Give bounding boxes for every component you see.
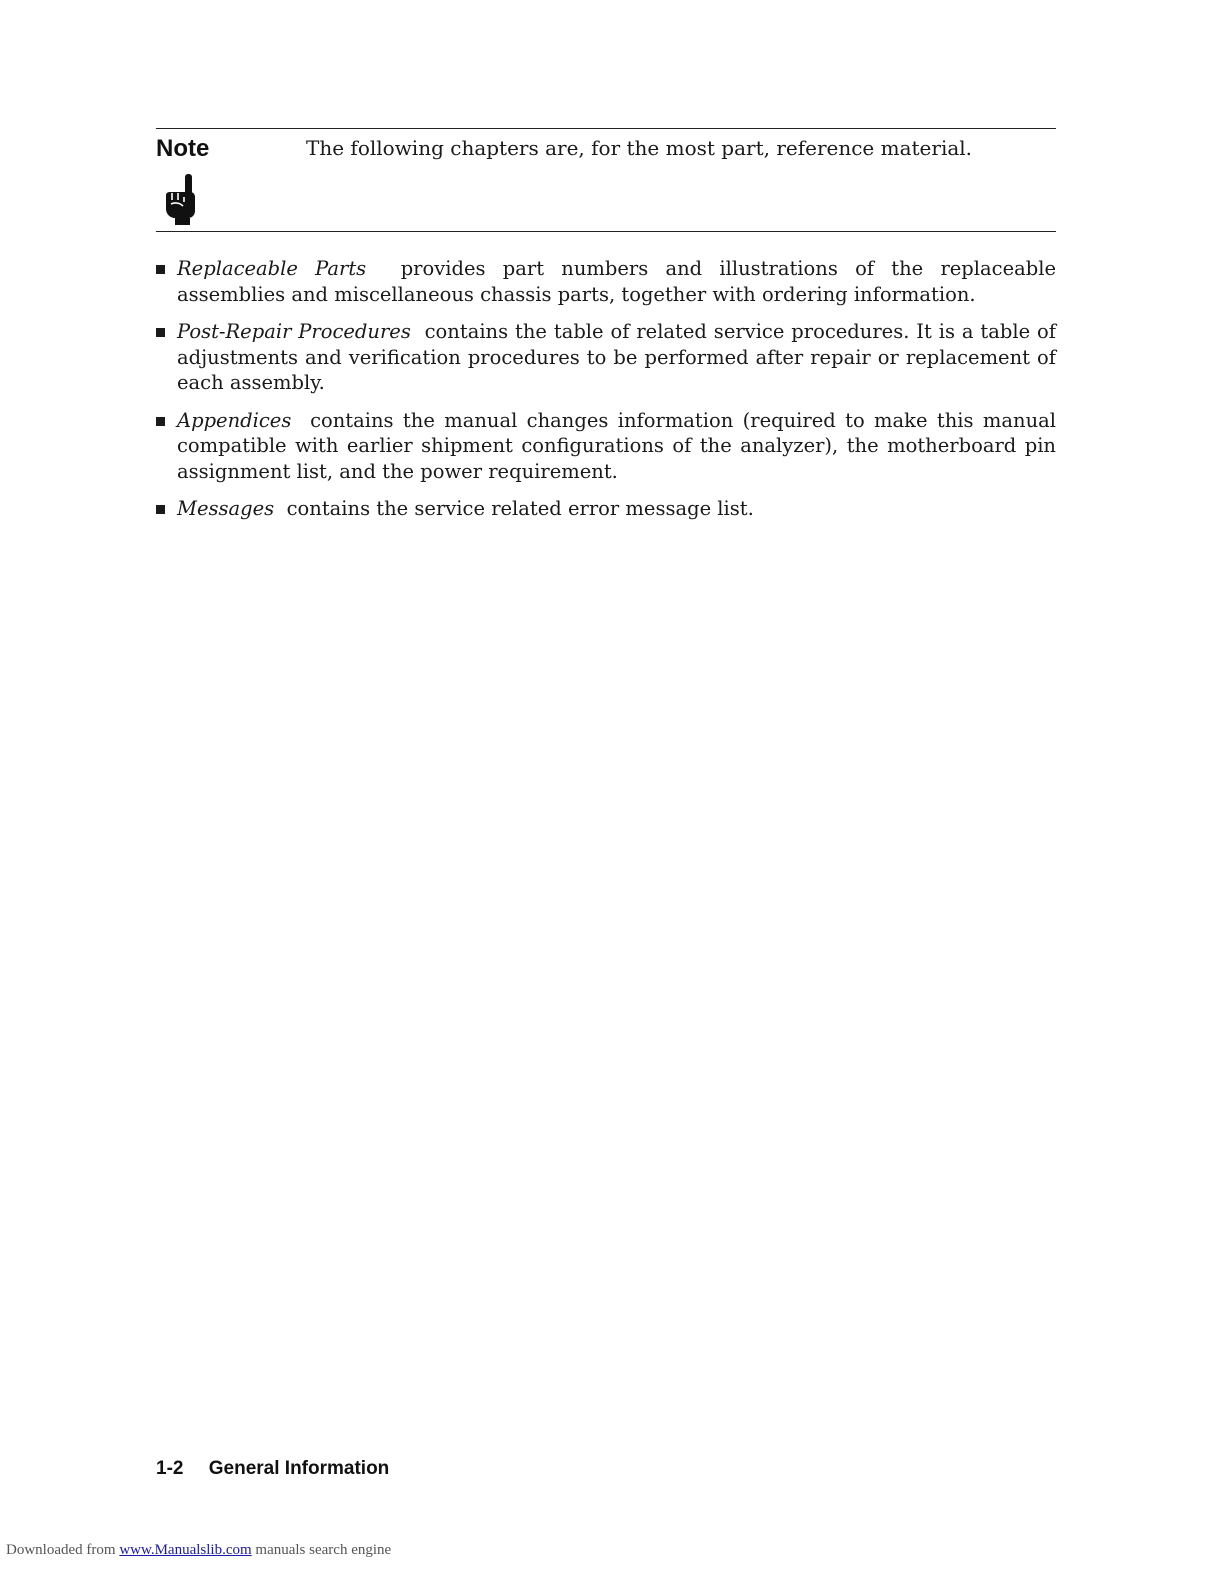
page-footer xyxy=(156,1458,389,1480)
chapter-description: contains the manual changes information (required to make this manual compatible with earlier shipment configurations of the analyzer), the motherboard pin assignment list, and the power requirement. xyxy=(177,408,1056,483)
download-prefix: Downloaded from xyxy=(6,1542,116,1558)
note-box xyxy=(156,128,1056,232)
chapter-title: Replaceable Parts xyxy=(177,257,367,280)
note-label: Note xyxy=(156,135,210,162)
chapter-title: Appendices xyxy=(177,408,292,432)
list-item xyxy=(156,256,1056,307)
chapter-description: contains the table of related service procedures. It is a table of adjustments and verification procedures to be performed after repair or replacement of each assembly. xyxy=(177,320,1056,394)
square-bullet-icon xyxy=(156,417,165,426)
chapter-description: contains the service related error message list. xyxy=(286,497,754,520)
chapter-description: provides part numbers and illustrations of the replaceable assemblies and miscellaneous chassis parts, together with ordering information. xyxy=(177,257,1057,306)
chapter-title: Post-Repair Procedures xyxy=(177,320,411,343)
square-bullet-icon xyxy=(156,328,165,337)
download-source xyxy=(6,1542,391,1559)
list-item xyxy=(156,319,1056,396)
note-text: The following chapters are, for the most part, reference material. xyxy=(306,136,973,160)
pointing-hand-icon xyxy=(162,173,198,225)
chapter-list xyxy=(156,256,1056,534)
section-title: General Information xyxy=(208,1458,390,1479)
list-item xyxy=(156,496,1056,522)
chapter-title: Messages xyxy=(177,497,275,520)
square-bullet-icon xyxy=(156,265,165,274)
list-item xyxy=(156,408,1056,485)
download-suffix: manuals search engine xyxy=(255,1542,392,1558)
square-bullet-icon xyxy=(156,505,165,514)
manualslib-link[interactable]: www.Manualslib.com xyxy=(119,1542,252,1558)
page-number: 1-2 xyxy=(156,1458,184,1479)
